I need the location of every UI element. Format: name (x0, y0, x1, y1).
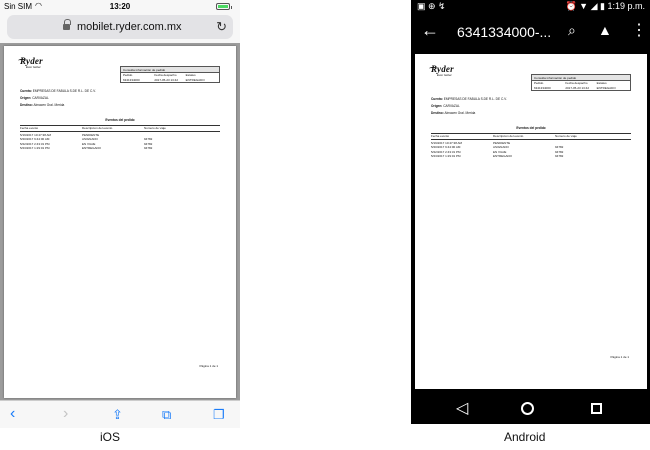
carrier-label: Sin SIM (4, 2, 33, 11)
cell-description: PENDIENTE (82, 132, 100, 137)
destino-field (431, 110, 507, 117)
cell-date: 5/19/2017 10:47:38 AM (20, 132, 52, 137)
battery-icon (216, 3, 230, 10)
cuenta-value: EMPRESAS DE FABULA S.DE R.L. DE C.V. (32, 89, 96, 93)
table-header (431, 133, 631, 140)
cuenta-label: Cuenta: (20, 89, 32, 93)
col-header: Numero de viaje (555, 134, 577, 138)
info-val: ENTREGADO (185, 77, 205, 82)
events-table (431, 133, 631, 159)
info-box-columns (121, 73, 219, 78)
info-col: Fecha despacho (154, 73, 177, 78)
logo-swoosh (18, 59, 26, 62)
logo-tagline: Ever better. (437, 73, 453, 77)
events-title: Eventos del pedido (105, 118, 135, 122)
url-text: mobilet.ryder.com.mx (77, 21, 182, 33)
cell-trip: 94782 (144, 137, 153, 142)
page-number: Página 1 de 1 (610, 355, 629, 359)
col-header: Descripcion del evento (82, 126, 113, 130)
cell-trip: 94782 (144, 141, 153, 146)
android-nav-bar (411, 390, 650, 424)
destino-field (20, 102, 96, 109)
cell-description: ASIGNADO (82, 137, 98, 142)
cell-description: EN VIAJE (82, 141, 96, 146)
origen-label: Origen: (431, 104, 443, 108)
ios-content-area (0, 43, 240, 400)
cuenta-value: EMPRESAS DE FABULA S.DE R.L. DE C.V. (443, 97, 507, 101)
cell-trip: 94782 (555, 154, 564, 159)
origen-value: CARVAZAL (443, 104, 460, 108)
cell-description: ASIGNADO (493, 145, 509, 150)
order-fields (20, 88, 96, 109)
cell-date: 5/20/2017 9:44:00 AM (431, 145, 461, 150)
share-icon[interactable]: ⇪ (112, 407, 123, 422)
ryder-logo (20, 56, 43, 69)
android-caption: Android (504, 430, 546, 444)
destino-value: Almacen Gral. Merida (33, 103, 65, 107)
nav-back-icon[interactable]: ◁ (456, 400, 469, 417)
nav-home-icon[interactable] (521, 402, 534, 415)
status-right (565, 1, 645, 12)
cell-trip: 94782 (144, 146, 153, 151)
pdf-page (415, 54, 647, 389)
cuenta-label: Cuenta: (431, 97, 443, 101)
ios-toolbar (0, 400, 240, 428)
info-val: 6341334000 (123, 77, 140, 82)
ios-caption: iOS (100, 430, 121, 444)
ryder-logo (431, 64, 454, 77)
info-val: 6341334000 (534, 85, 551, 90)
forward-chevron-icon[interactable]: › (63, 405, 69, 422)
cuenta-field (20, 88, 96, 95)
order-info-box (531, 74, 631, 91)
page-number: Página 1 de 1 (199, 364, 218, 368)
lock-icon (63, 22, 70, 31)
notification-icons: ▣ ⊕ ↯ (417, 1, 446, 11)
info-col: Pedido (534, 81, 544, 86)
ios-status-bar (0, 0, 240, 13)
info-val: ENTREGADO (596, 85, 616, 90)
android-status-bar (411, 0, 650, 13)
nav-recents-icon[interactable] (591, 403, 602, 414)
cell-description: ENTREGADO (493, 154, 513, 159)
table-row (20, 146, 220, 151)
info-col: Pedido (123, 73, 133, 78)
logo-tagline: Ever better. (26, 65, 42, 69)
cell-trip: 94782 (555, 145, 564, 150)
address-bar[interactable] (7, 15, 233, 39)
col-header: Fecha evento (431, 134, 450, 138)
pdf-page (4, 46, 236, 398)
events-title: Eventos del pedido (516, 126, 546, 130)
status-icons: ⏰ ▼ ◢ ▮ (565, 1, 608, 11)
reload-icon[interactable]: ↻ (216, 19, 227, 34)
info-col: Estatus (185, 73, 196, 78)
cell-date: 5/19/2017 10:47:38 AM (431, 140, 463, 145)
back-arrow-icon[interactable]: ← (421, 20, 439, 40)
info-box-header: Consulta información de pedido (121, 67, 219, 73)
back-chevron-icon[interactable]: ‹ (10, 405, 16, 422)
drive-icon[interactable]: ▲ (598, 22, 612, 38)
cell-date: 5/23/2017 1:29:01 PM (20, 146, 50, 151)
cell-date: 5/22/2017 2:43:31 PM (431, 149, 461, 154)
cell-description: PENDIENTE (493, 140, 511, 145)
order-document (415, 54, 647, 389)
info-col: Fecha despacho (565, 81, 588, 86)
ios-screenshot (0, 0, 240, 428)
logo-brand: Ryder (20, 56, 43, 66)
status-time: 13:20 (109, 2, 131, 11)
logo-brand: Ryder (431, 64, 454, 74)
status-time: 1:19 p.m. (607, 1, 645, 11)
info-box-values (121, 78, 219, 83)
col-header: Fecha evento (20, 126, 39, 130)
cell-date: 5/20/2017 9:44:00 AM (20, 137, 50, 142)
info-val: 2017-05-23 13:42 (154, 77, 179, 82)
wifi-icon: ◠ (35, 1, 42, 10)
origen-field (20, 95, 96, 102)
cell-description: EN VIAJE (493, 149, 507, 154)
android-screenshot (411, 0, 650, 424)
tabs-icon[interactable]: ❐ (213, 407, 225, 422)
info-col: Estatus (596, 81, 607, 86)
destino-label: Destino: (20, 103, 33, 107)
cell-date: 5/22/2017 2:43:31 PM (20, 141, 50, 146)
origen-field (431, 103, 507, 110)
destino-label: Destino: (431, 111, 444, 115)
order-document (4, 46, 236, 398)
table-row (431, 154, 631, 159)
col-header: Descripcion del evento (493, 134, 524, 138)
android-app-bar (411, 14, 650, 52)
cell-description: ENTREGADO (82, 146, 102, 151)
cell-trip: 94782 (555, 149, 564, 154)
bookmarks-icon[interactable]: ⧉ (162, 407, 172, 422)
document-title: 6341334000-... (457, 24, 552, 40)
info-box-values (532, 86, 630, 91)
cuenta-field (431, 96, 507, 103)
table-header (20, 125, 220, 132)
col-header: Numero de viaje (144, 126, 166, 130)
origen-value: CARVAZAL (32, 96, 49, 100)
overflow-menu-icon[interactable]: ⋮ (631, 22, 647, 39)
cell-date: 5/23/2017 1:29:01 PM (431, 154, 461, 159)
origen-label: Origen: (20, 96, 32, 100)
info-box-columns (532, 81, 630, 86)
info-val: 2017-05-23 13:42 (565, 85, 590, 90)
info-box-header: Consulta información de pedido (532, 75, 630, 81)
logo-swoosh (429, 67, 437, 70)
order-info-box (120, 66, 220, 83)
search-icon[interactable]: ⌕ (568, 22, 576, 38)
destino-value: Almacen Gral. Merida (444, 111, 476, 115)
events-table (20, 125, 220, 151)
order-fields (431, 96, 507, 117)
